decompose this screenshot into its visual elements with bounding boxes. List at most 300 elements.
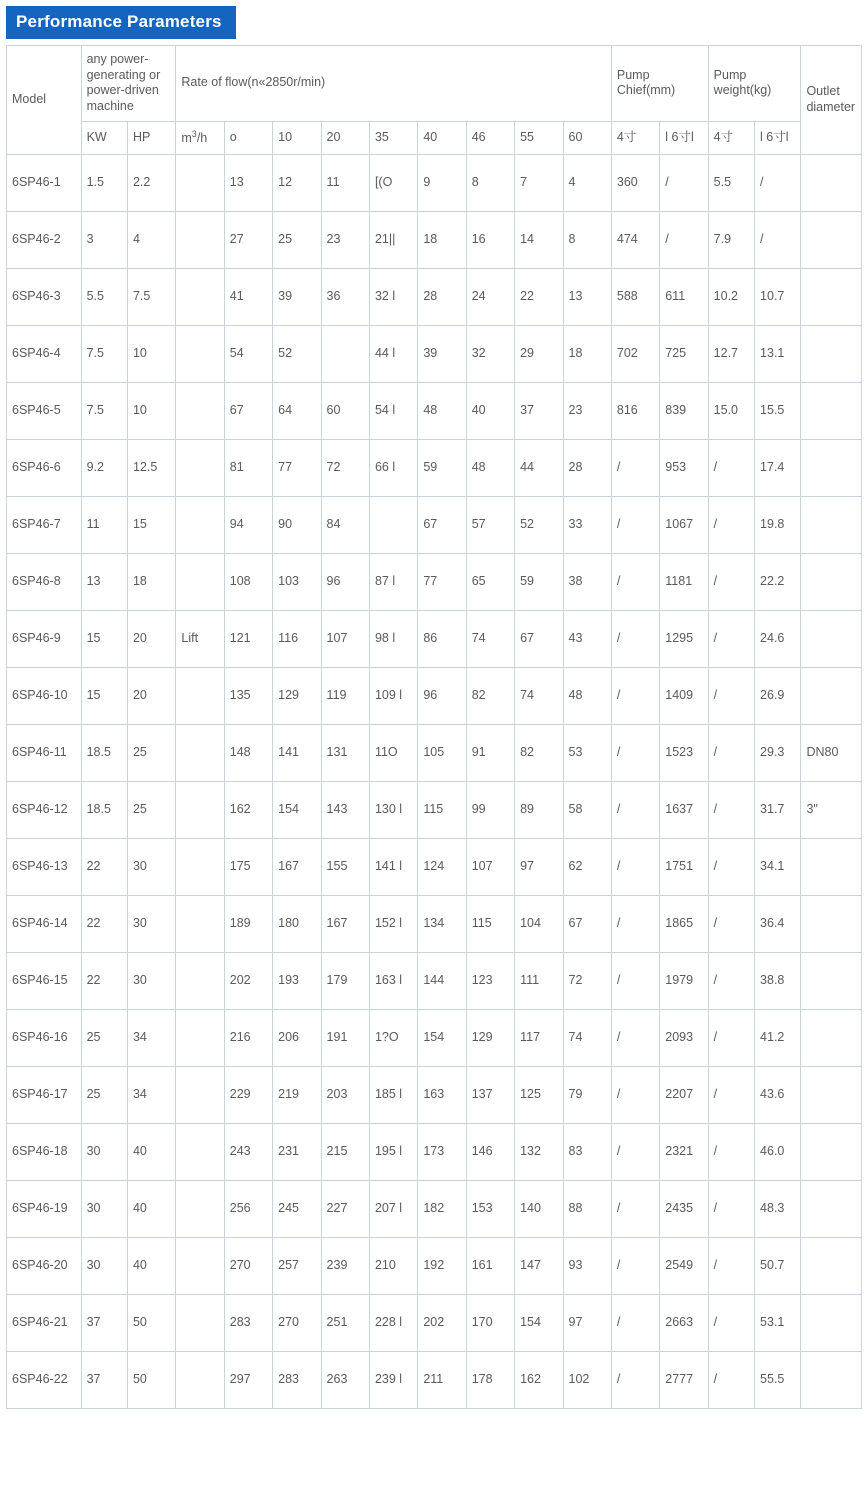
cell-flow-60: 43 (563, 610, 611, 667)
cell-flow-60: 93 (563, 1237, 611, 1294)
cell-unit (176, 325, 224, 382)
cell-model: 6SP46-8 (7, 553, 82, 610)
cell-flow-0: 13 (224, 154, 272, 211)
cell-weight-a: / (708, 1009, 754, 1066)
cell-outlet (801, 1009, 862, 1066)
cell-weight-b: 38.8 (755, 952, 801, 1009)
cell-flow-60: 58 (563, 781, 611, 838)
cell-flow-55: 37 (515, 382, 563, 439)
cell-weight-a: / (708, 724, 754, 781)
cell-outlet (801, 382, 862, 439)
cell-chief-b: 2321 (660, 1123, 708, 1180)
cell-flow-35: 228 l (369, 1294, 417, 1351)
cell-flow-60: 97 (563, 1294, 611, 1351)
cell-flow-10: 257 (273, 1237, 321, 1294)
cell-hp: 18 (127, 553, 175, 610)
cell-outlet (801, 439, 862, 496)
cell-flow-46: 153 (466, 1180, 514, 1237)
cell-hp: 25 (127, 781, 175, 838)
cell-unit (176, 667, 224, 724)
col-header-weight-a: 4寸 (708, 121, 754, 154)
table-row (7, 268, 862, 325)
cell-weight-a: / (708, 838, 754, 895)
cell-unit (176, 382, 224, 439)
cell-flow-10: 231 (273, 1123, 321, 1180)
cell-chief-b: 1181 (660, 553, 708, 610)
cell-flow-0: 41 (224, 268, 272, 325)
cell-flow-20: 119 (321, 667, 369, 724)
cell-flow-60: 33 (563, 496, 611, 553)
cell-weight-a: / (708, 1180, 754, 1237)
cell-flow-35: 195 l (369, 1123, 417, 1180)
cell-flow-35: 98 l (369, 610, 417, 667)
cell-flow-10: 206 (273, 1009, 321, 1066)
col-header-flow-20: 20 (321, 121, 369, 154)
cell-flow-46: 107 (466, 838, 514, 895)
cell-chief-a: / (611, 1351, 659, 1408)
cell-weight-a: / (708, 496, 754, 553)
cell-unit (176, 553, 224, 610)
cell-kw: 37 (81, 1351, 127, 1408)
cell-kw: 22 (81, 895, 127, 952)
cell-flow-0: 54 (224, 325, 272, 382)
cell-flow-55: 89 (515, 781, 563, 838)
cell-chief-a: / (611, 667, 659, 724)
cell-flow-60: 67 (563, 895, 611, 952)
table-row (7, 325, 862, 382)
cell-flow-46: 40 (466, 382, 514, 439)
cell-chief-a: / (611, 838, 659, 895)
cell-chief-b: 611 (660, 268, 708, 325)
cell-flow-35: 207 l (369, 1180, 417, 1237)
cell-chief-a: / (611, 1294, 659, 1351)
cell-flow-55: 154 (515, 1294, 563, 1351)
cell-model: 6SP46-6 (7, 439, 82, 496)
table-row (7, 1351, 862, 1408)
cell-chief-b: / (660, 211, 708, 268)
cell-flow-60: 72 (563, 952, 611, 1009)
cell-kw: 11 (81, 496, 127, 553)
cell-flow-46: 24 (466, 268, 514, 325)
col-header-chief-b: l 6寸l (660, 121, 708, 154)
cell-hp: 40 (127, 1237, 175, 1294)
table-row (7, 724, 862, 781)
table-row (7, 211, 862, 268)
cell-flow-35: 87 l (369, 553, 417, 610)
cell-hp: 10 (127, 325, 175, 382)
cell-flow-0: 243 (224, 1123, 272, 1180)
cell-unit (176, 1009, 224, 1066)
cell-chief-b: 1409 (660, 667, 708, 724)
cell-unit (176, 1294, 224, 1351)
table-row (7, 1237, 862, 1294)
cell-flow-35: 1?O (369, 1009, 417, 1066)
cell-flow-10: 167 (273, 838, 321, 895)
col-header-flow-46: 46 (466, 121, 514, 154)
cell-weight-a: / (708, 1351, 754, 1408)
cell-kw: 18.5 (81, 781, 127, 838)
cell-outlet (801, 496, 862, 553)
cell-flow-55: 111 (515, 952, 563, 1009)
cell-weight-b: 43.6 (755, 1066, 801, 1123)
cell-flow-55: 162 (515, 1351, 563, 1408)
cell-flow-0: 148 (224, 724, 272, 781)
cell-flow-20: 11 (321, 154, 369, 211)
col-header-weight-b: l 6寸l (755, 121, 801, 154)
table-row (7, 154, 862, 211)
cell-flow-10: 283 (273, 1351, 321, 1408)
cell-outlet: 3" (801, 781, 862, 838)
cell-model: 6SP46-13 (7, 838, 82, 895)
cell-model: 6SP46-21 (7, 1294, 82, 1351)
cell-weight-a: / (708, 1294, 754, 1351)
cell-chief-a: 816 (611, 382, 659, 439)
cell-flow-0: 175 (224, 838, 272, 895)
cell-kw: 9.2 (81, 439, 127, 496)
cell-flow-35: 21|| (369, 211, 417, 268)
cell-weight-b: 19.8 (755, 496, 801, 553)
cell-chief-b: / (660, 154, 708, 211)
cell-flow-60: 23 (563, 382, 611, 439)
cell-flow-35: [(O (369, 154, 417, 211)
cell-chief-a: / (611, 439, 659, 496)
cell-flow-55: 104 (515, 895, 563, 952)
cell-chief-b: 1295 (660, 610, 708, 667)
cell-chief-a: / (611, 610, 659, 667)
cell-chief-a: / (611, 1180, 659, 1237)
cell-flow-40: 59 (418, 439, 466, 496)
cell-weight-b: 24.6 (755, 610, 801, 667)
cell-kw: 7.5 (81, 382, 127, 439)
cell-flow-35: 210 (369, 1237, 417, 1294)
cell-flow-46: 115 (466, 895, 514, 952)
cell-chief-a: 474 (611, 211, 659, 268)
cell-flow-55: 22 (515, 268, 563, 325)
col-header-outlet-diameter: Outlet diameter (801, 46, 862, 155)
cell-hp: 30 (127, 838, 175, 895)
cell-model: 6SP46-20 (7, 1237, 82, 1294)
cell-chief-b: 1751 (660, 838, 708, 895)
cell-weight-a: / (708, 553, 754, 610)
cell-chief-a: / (611, 496, 659, 553)
cell-hp: 20 (127, 667, 175, 724)
cell-weight-a: / (708, 1237, 754, 1294)
cell-weight-b: 36.4 (755, 895, 801, 952)
cell-flow-55: 14 (515, 211, 563, 268)
cell-flow-40: 192 (418, 1237, 466, 1294)
cell-flow-20: 239 (321, 1237, 369, 1294)
col-header-hp: HP (127, 121, 175, 154)
cell-weight-b: 13.1 (755, 325, 801, 382)
page-title: Performance Parameters (6, 6, 236, 39)
cell-outlet: DN80 (801, 724, 862, 781)
cell-chief-a: 360 (611, 154, 659, 211)
cell-flow-0: 283 (224, 1294, 272, 1351)
cell-weight-a: / (708, 1123, 754, 1180)
cell-flow-55: 29 (515, 325, 563, 382)
cell-weight-b: 55.5 (755, 1351, 801, 1408)
col-header-model: Model (7, 46, 82, 155)
cell-flow-60: 53 (563, 724, 611, 781)
cell-weight-a: 12.7 (708, 325, 754, 382)
table-row (7, 838, 862, 895)
cell-weight-b: 50.7 (755, 1237, 801, 1294)
cell-chief-a: / (611, 781, 659, 838)
cell-flow-46: 16 (466, 211, 514, 268)
cell-flow-40: 182 (418, 1180, 466, 1237)
cell-flow-40: 18 (418, 211, 466, 268)
cell-flow-20: 167 (321, 895, 369, 952)
cell-hp: 2.2 (127, 154, 175, 211)
cell-hp: 7.5 (127, 268, 175, 325)
cell-flow-46: 82 (466, 667, 514, 724)
cell-flow-0: 135 (224, 667, 272, 724)
cell-weight-b: 46.0 (755, 1123, 801, 1180)
cell-chief-a: / (611, 895, 659, 952)
cell-weight-b: 34.1 (755, 838, 801, 895)
cell-weight-b: 26.9 (755, 667, 801, 724)
cell-outlet (801, 667, 862, 724)
cell-flow-40: 86 (418, 610, 466, 667)
cell-chief-a: 588 (611, 268, 659, 325)
unit-rest: /h (196, 130, 208, 145)
cell-model: 6SP46-15 (7, 952, 82, 1009)
cell-hp: 15 (127, 496, 175, 553)
cell-flow-60: 48 (563, 667, 611, 724)
cell-outlet (801, 1351, 862, 1408)
cell-chief-b: 2093 (660, 1009, 708, 1066)
table-header (7, 46, 862, 155)
cell-unit (176, 211, 224, 268)
cell-chief-b: 725 (660, 325, 708, 382)
table-row (7, 610, 862, 667)
cell-flow-40: 134 (418, 895, 466, 952)
cell-unit (176, 1180, 224, 1237)
cell-chief-a: / (611, 1123, 659, 1180)
cell-chief-a: / (611, 1237, 659, 1294)
cell-flow-0: 94 (224, 496, 272, 553)
cell-flow-20: 23 (321, 211, 369, 268)
cell-flow-0: 297 (224, 1351, 272, 1408)
cell-unit (176, 1066, 224, 1123)
cell-hp: 20 (127, 610, 175, 667)
cell-flow-46: 8 (466, 154, 514, 211)
cell-flow-40: 211 (418, 1351, 466, 1408)
cell-unit (176, 895, 224, 952)
cell-weight-b: 17.4 (755, 439, 801, 496)
cell-chief-b: 1637 (660, 781, 708, 838)
cell-kw: 22 (81, 838, 127, 895)
cell-flow-55: 117 (515, 1009, 563, 1066)
cell-kw: 5.5 (81, 268, 127, 325)
cell-kw: 13 (81, 553, 127, 610)
cell-weight-b: 41.2 (755, 1009, 801, 1066)
cell-flow-60: 18 (563, 325, 611, 382)
cell-flow-0: 229 (224, 1066, 272, 1123)
col-header-kw: KW (81, 121, 127, 154)
cell-flow-0: 121 (224, 610, 272, 667)
cell-model: 6SP46-1 (7, 154, 82, 211)
cell-flow-0: 216 (224, 1009, 272, 1066)
cell-hp: 40 (127, 1180, 175, 1237)
cell-weight-b: 22.2 (755, 553, 801, 610)
cell-flow-40: 105 (418, 724, 466, 781)
cell-flow-46: 170 (466, 1294, 514, 1351)
cell-flow-55: 132 (515, 1123, 563, 1180)
cell-flow-35: 185 l (369, 1066, 417, 1123)
cell-flow-46: 123 (466, 952, 514, 1009)
col-header-pump-chief: Pump Chief(mm) (611, 46, 708, 122)
cell-weight-b: 48.3 (755, 1180, 801, 1237)
cell-flow-60: 62 (563, 838, 611, 895)
cell-outlet (801, 268, 862, 325)
table-row (7, 952, 862, 1009)
cell-flow-0: 27 (224, 211, 272, 268)
table-row (7, 1294, 862, 1351)
cell-unit (176, 268, 224, 325)
cell-chief-b: 2435 (660, 1180, 708, 1237)
cell-unit (176, 439, 224, 496)
cell-flow-60: 79 (563, 1066, 611, 1123)
table-row (7, 1123, 862, 1180)
cell-unit (176, 154, 224, 211)
cell-flow-20 (321, 325, 369, 382)
col-header-machine: any power-generating or power-driven machine (81, 46, 176, 122)
cell-flow-55: 147 (515, 1237, 563, 1294)
cell-unit (176, 1237, 224, 1294)
cell-flow-35: 54 l (369, 382, 417, 439)
cell-hp: 10 (127, 382, 175, 439)
cell-model: 6SP46-5 (7, 382, 82, 439)
cell-outlet (801, 1294, 862, 1351)
cell-chief-b: 2207 (660, 1066, 708, 1123)
cell-flow-10: 154 (273, 781, 321, 838)
cell-hp: 34 (127, 1066, 175, 1123)
cell-flow-55: 59 (515, 553, 563, 610)
cell-chief-a: / (611, 952, 659, 1009)
cell-flow-20: 263 (321, 1351, 369, 1408)
cell-kw: 30 (81, 1180, 127, 1237)
cell-flow-40: 173 (418, 1123, 466, 1180)
cell-outlet (801, 154, 862, 211)
table-row (7, 1066, 862, 1123)
cell-flow-40: 202 (418, 1294, 466, 1351)
cell-kw: 25 (81, 1009, 127, 1066)
cell-flow-35: 141 l (369, 838, 417, 895)
col-header-flow-0: o (224, 121, 272, 154)
cell-weight-b: 29.3 (755, 724, 801, 781)
cell-outlet (801, 325, 862, 382)
cell-flow-60: 102 (563, 1351, 611, 1408)
cell-flow-20: 96 (321, 553, 369, 610)
cell-flow-0: 270 (224, 1237, 272, 1294)
cell-kw: 30 (81, 1123, 127, 1180)
cell-flow-40: 77 (418, 553, 466, 610)
cell-hp: 30 (127, 952, 175, 1009)
table-body (7, 154, 862, 1408)
cell-hp: 30 (127, 895, 175, 952)
cell-model: 6SP46-16 (7, 1009, 82, 1066)
cell-flow-35: 66 l (369, 439, 417, 496)
cell-hp: 25 (127, 724, 175, 781)
cell-flow-10: 39 (273, 268, 321, 325)
cell-flow-60: 13 (563, 268, 611, 325)
cell-kw: 15 (81, 667, 127, 724)
cell-flow-20: 60 (321, 382, 369, 439)
cell-flow-20: 107 (321, 610, 369, 667)
cell-outlet (801, 553, 862, 610)
cell-flow-46: 161 (466, 1237, 514, 1294)
col-header-flow-55: 55 (515, 121, 563, 154)
cell-chief-b: 1979 (660, 952, 708, 1009)
cell-flow-35 (369, 496, 417, 553)
cell-kw: 25 (81, 1066, 127, 1123)
cell-flow-46: 129 (466, 1009, 514, 1066)
cell-chief-b: 2663 (660, 1294, 708, 1351)
cell-weight-a: / (708, 1066, 754, 1123)
cell-flow-10: 270 (273, 1294, 321, 1351)
cell-flow-40: 67 (418, 496, 466, 553)
cell-unit (176, 952, 224, 1009)
cell-model: 6SP46-19 (7, 1180, 82, 1237)
performance-table (6, 45, 862, 1409)
cell-flow-55: 74 (515, 667, 563, 724)
cell-chief-a: / (611, 1066, 659, 1123)
cell-flow-40: 163 (418, 1066, 466, 1123)
col-header-unit (176, 121, 224, 154)
cell-flow-0: 81 (224, 439, 272, 496)
cell-flow-55: 140 (515, 1180, 563, 1237)
cell-flow-20: 251 (321, 1294, 369, 1351)
cell-kw: 22 (81, 952, 127, 1009)
cell-flow-10: 180 (273, 895, 321, 952)
cell-weight-b: / (755, 211, 801, 268)
cell-model: 6SP46-9 (7, 610, 82, 667)
cell-unit (176, 1351, 224, 1408)
cell-flow-60: 8 (563, 211, 611, 268)
cell-model: 6SP46-10 (7, 667, 82, 724)
cell-flow-35: 32 l (369, 268, 417, 325)
cell-outlet (801, 610, 862, 667)
cell-flow-20: 131 (321, 724, 369, 781)
cell-model: 6SP46-22 (7, 1351, 82, 1408)
cell-flow-55: 125 (515, 1066, 563, 1123)
cell-kw: 3 (81, 211, 127, 268)
cell-unit (176, 496, 224, 553)
table-row (7, 895, 862, 952)
cell-flow-40: 115 (418, 781, 466, 838)
cell-weight-a: / (708, 439, 754, 496)
cell-flow-60: 83 (563, 1123, 611, 1180)
cell-kw: 18.5 (81, 724, 127, 781)
cell-outlet (801, 952, 862, 1009)
cell-flow-10: 193 (273, 952, 321, 1009)
cell-flow-55: 82 (515, 724, 563, 781)
cell-weight-a: / (708, 781, 754, 838)
table-row (7, 496, 862, 553)
cell-flow-40: 9 (418, 154, 466, 211)
cell-weight-b: / (755, 154, 801, 211)
cell-flow-20: 191 (321, 1009, 369, 1066)
cell-weight-a: 15.0 (708, 382, 754, 439)
cell-chief-a: / (611, 1009, 659, 1066)
table-row (7, 1009, 862, 1066)
cell-hp: 50 (127, 1351, 175, 1408)
cell-flow-46: 91 (466, 724, 514, 781)
cell-flow-46: 57 (466, 496, 514, 553)
cell-kw: 30 (81, 1237, 127, 1294)
cell-weight-a: 7.9 (708, 211, 754, 268)
